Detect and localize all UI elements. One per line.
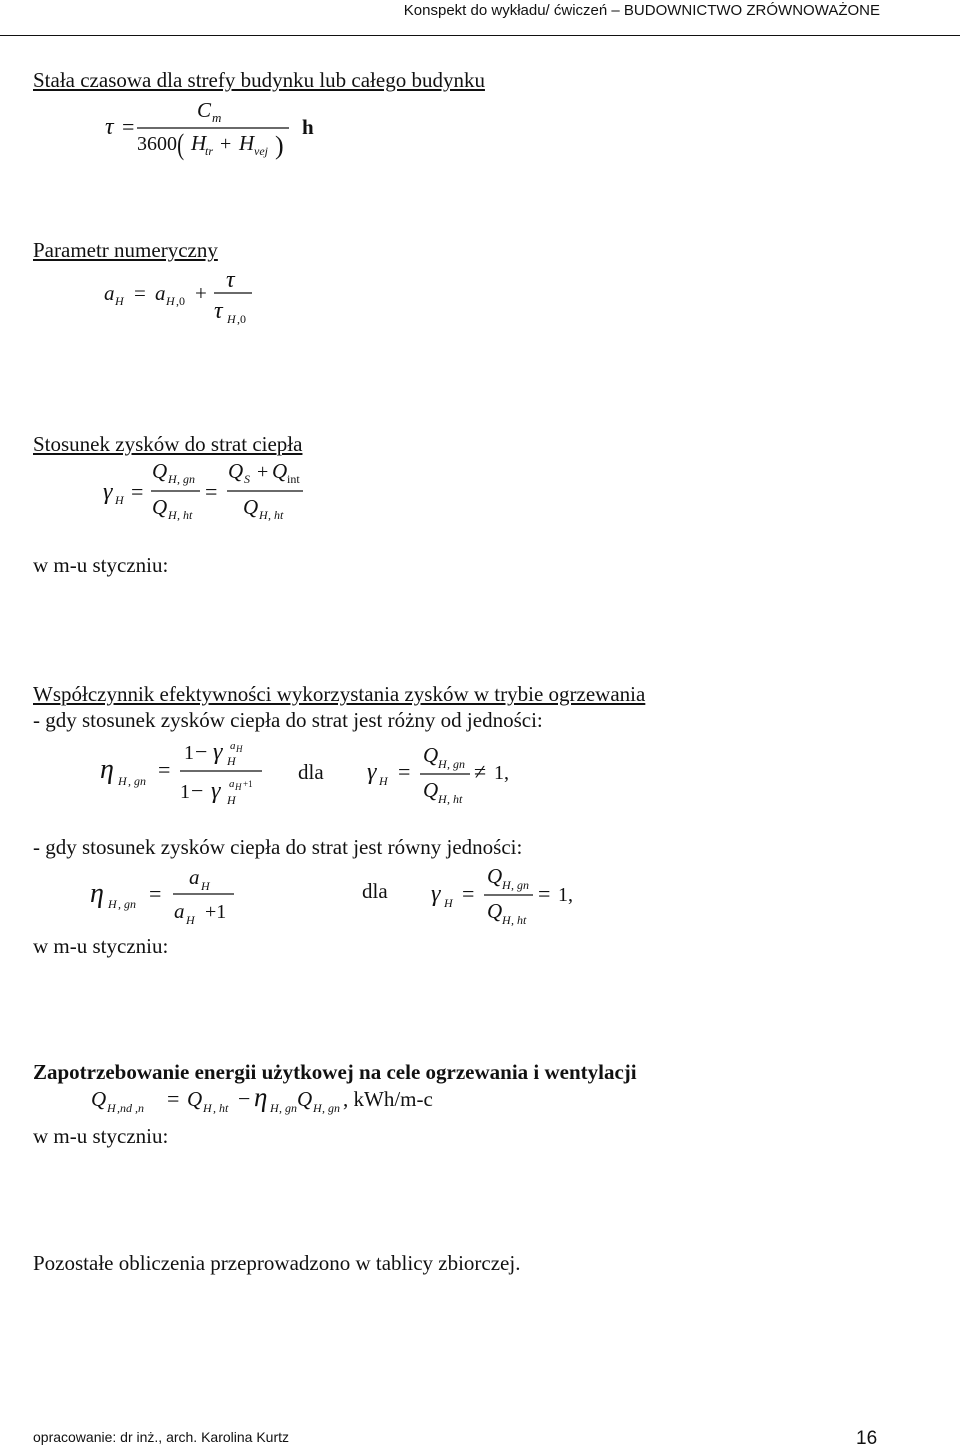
svg-text:, ht: , ht	[511, 913, 527, 927]
svg-text:τ: τ	[226, 267, 235, 293]
svg-text:=: =	[149, 881, 162, 906]
svg-text:γ: γ	[431, 881, 441, 907]
svg-text:int: int	[287, 472, 300, 486]
svg-text:H: H	[502, 913, 511, 927]
svg-text:Q: Q	[91, 1087, 107, 1111]
svg-text:=: =	[131, 479, 144, 504]
svg-text:=: =	[134, 281, 146, 305]
svg-text:1,: 1,	[558, 884, 573, 906]
svg-text:Q: Q	[297, 1087, 313, 1111]
svg-text:γ: γ	[103, 479, 113, 505]
svg-text:Q: Q	[187, 1087, 203, 1111]
svg-text:Q: Q	[243, 495, 259, 519]
svg-text:γ: γ	[367, 759, 377, 785]
svg-text:H: H	[313, 1101, 322, 1115]
section-title-numeric-parameter: Parametr numeryczny	[33, 238, 218, 262]
svg-text:C: C	[197, 98, 212, 122]
svg-text:H: H	[168, 508, 177, 522]
svg-text:, gn: , gn	[279, 1101, 297, 1115]
svg-text:=: =	[538, 881, 551, 906]
svg-text:H: H	[236, 744, 243, 754]
svg-text:H: H	[239, 131, 255, 155]
svg-text:vej: vej	[254, 144, 268, 158]
svg-text:a: a	[155, 281, 166, 305]
dla-label-1: dla	[298, 760, 324, 784]
svg-text:H: H	[438, 757, 447, 771]
page-header: Konspekt do wykładu/ ćwiczeń – BUDOWNICTWO ZRÓWNOWAŻONE	[403, 2, 880, 19]
svg-text:γ: γ	[211, 778, 221, 804]
section-title-gain-loss-ratio: Stosunek zysków do strat ciepła	[33, 432, 303, 456]
equation-energy-need	[91, 1082, 433, 1115]
svg-text:η: η	[100, 754, 114, 785]
svg-text:, ht: , ht	[177, 508, 193, 522]
equation-time-constant	[105, 98, 314, 161]
svg-text:H: H	[235, 782, 242, 792]
svg-text:a: a	[230, 740, 236, 752]
svg-text:+: +	[220, 133, 232, 155]
svg-text:a: a	[189, 865, 200, 889]
equation-numeric-parameter	[104, 267, 252, 326]
dla-label-2: dla	[362, 879, 388, 903]
svg-text:Q: Q	[487, 899, 503, 923]
svg-text:−: −	[238, 1086, 251, 1111]
svg-text:H: H	[438, 792, 447, 806]
svg-text:H: H	[270, 1101, 279, 1115]
footer-author: opracowanie: dr inż., arch. Karolina Kurtz	[33, 1429, 290, 1445]
svg-text:(: (	[177, 127, 185, 161]
svg-text:a: a	[174, 899, 185, 923]
section-title-energy-need: Zapotrzebowanie energii użytkowej na cele ogrzewania i wentylacji	[33, 1060, 637, 1084]
svg-text:H: H	[227, 754, 236, 768]
svg-text:a: a	[229, 778, 235, 790]
svg-text:tr: tr	[205, 144, 214, 158]
svg-text:H: H	[115, 493, 124, 507]
case2-text: - gdy stosunek zysków ciepła do strat jest równy jedności:	[33, 835, 523, 859]
svg-text:H: H	[168, 472, 177, 486]
svg-text:H: H	[444, 896, 453, 910]
section-title-time-constant: Stała czasowa dla strefy budynku lub całego budynku	[33, 68, 485, 92]
monthly-label-3: w m-u styczniu:	[33, 1124, 169, 1148]
svg-text:H: H	[502, 878, 511, 892]
svg-text:=: =	[122, 114, 135, 139]
svg-text:, gn: , gn	[511, 878, 529, 892]
svg-text:m: m	[212, 110, 222, 125]
svg-text:−: −	[195, 739, 208, 764]
energy-unit: , kWh/m-c	[343, 1087, 433, 1111]
svg-text:+: +	[195, 281, 207, 305]
closing-text: Pozostałe obliczenia przeprowadzono w tablicy zbiorczej.	[33, 1251, 521, 1275]
svg-text:, gn: , gn	[177, 472, 195, 486]
svg-text:Q: Q	[423, 743, 439, 767]
svg-text:a: a	[104, 281, 115, 305]
case1-text: - gdy stosunek zysków ciepła do strat jest różny od jedności:	[33, 708, 543, 732]
svg-text:γ: γ	[213, 739, 223, 765]
svg-text:=: =	[158, 757, 171, 782]
svg-text:H: H	[259, 508, 268, 522]
svg-text:H: H	[166, 294, 175, 308]
svg-text:, ht: , ht	[447, 792, 463, 806]
monthly-label-1: w m-u styczniu:	[33, 553, 169, 577]
svg-text:Q: Q	[152, 495, 168, 519]
svg-text:=: =	[205, 479, 218, 504]
svg-text:,0: ,0	[237, 312, 246, 326]
svg-text:,nd ,n: ,nd ,n	[117, 1101, 144, 1115]
svg-text:, gn: , gn	[118, 897, 136, 911]
svg-text:H: H	[227, 793, 236, 807]
svg-text:+: +	[257, 461, 269, 483]
equation-gain-loss-ratio	[103, 459, 303, 522]
svg-text:, gn: , gn	[322, 1101, 340, 1115]
svg-text:H: H	[201, 879, 210, 893]
svg-text:H: H	[191, 131, 207, 155]
svg-text:1: 1	[180, 781, 190, 803]
svg-text:H: H	[108, 897, 117, 911]
equation-efficiency-case2	[90, 864, 573, 927]
svg-text:,0: ,0	[176, 294, 185, 308]
svg-text:≠: ≠	[474, 759, 487, 784]
svg-text:, gn: , gn	[128, 774, 146, 788]
svg-text:, ht: , ht	[213, 1101, 229, 1115]
svg-text:H: H	[203, 1101, 212, 1115]
svg-text:+1: +1	[205, 901, 227, 923]
svg-text:H: H	[227, 312, 236, 326]
svg-text:τ: τ	[105, 114, 114, 140]
svg-text:Q: Q	[228, 459, 244, 483]
time-constant-unit: h	[302, 115, 314, 139]
equation-efficiency-case1	[100, 739, 509, 807]
svg-text:−: −	[191, 778, 204, 803]
svg-text:H: H	[118, 774, 127, 788]
svg-text:Q: Q	[487, 864, 503, 888]
svg-text:Q: Q	[423, 778, 439, 802]
svg-text:, gn: , gn	[447, 757, 465, 771]
svg-text:S: S	[244, 472, 250, 486]
svg-text:=: =	[167, 1086, 180, 1111]
svg-text:η: η	[90, 878, 104, 909]
section-title-efficiency: Współczynnik efektywności wykorzystania zysków w trybie ogrzewania	[33, 682, 646, 706]
svg-text:1,: 1,	[494, 762, 509, 784]
svg-text:3600: 3600	[137, 133, 177, 155]
svg-text:τ: τ	[214, 298, 223, 324]
svg-text:=: =	[462, 881, 475, 906]
page-number: 16	[856, 1428, 878, 1449]
svg-text:, ht: , ht	[268, 508, 284, 522]
svg-text:H: H	[186, 913, 195, 927]
svg-text:): )	[275, 131, 284, 160]
svg-text:=: =	[398, 759, 411, 784]
svg-text:1: 1	[184, 742, 194, 764]
svg-text:+1: +1	[243, 779, 253, 789]
monthly-label-2: w m-u styczniu:	[33, 934, 169, 958]
svg-text:H: H	[379, 774, 388, 788]
svg-text:H: H	[107, 1101, 116, 1115]
svg-text:Q: Q	[152, 459, 168, 483]
svg-text:H: H	[115, 294, 124, 308]
svg-text:Q: Q	[272, 459, 288, 483]
svg-text:η: η	[254, 1082, 268, 1112]
